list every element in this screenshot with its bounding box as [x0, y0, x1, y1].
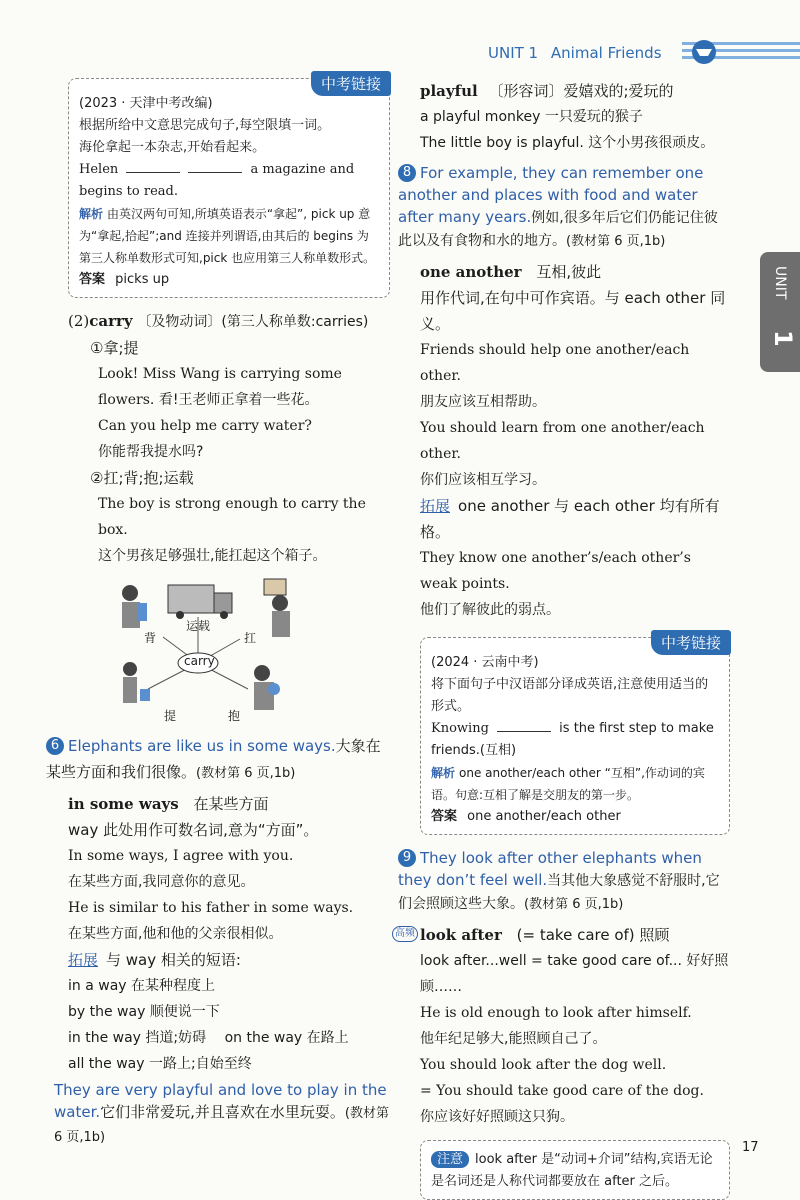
- item-8: [398, 162, 730, 623]
- exam-link-tag-2: 中考链接: [651, 630, 731, 655]
- item8-ex1-cn: 朋友应该互相帮助。: [420, 394, 546, 410]
- carry-illustration: [68, 577, 390, 727]
- person-carrying-bucket-icon: [123, 662, 150, 703]
- item9-ex2-en: You should look after the dog well.: [420, 1057, 667, 1073]
- item6-expand: 拓展 与 way 相关的短语:: [68, 951, 241, 969]
- item8-ex2-cn: 你们应该相互学习。: [420, 472, 546, 488]
- item8-sentence: 8 For example, they can remember one another and places with food and water after many years.例如,很多年后它们仍能记住彼此以及有食物和水的地方。(教材第 6 页,1b): [398, 164, 718, 249]
- exam-answer: 答案 picks up: [79, 272, 170, 287]
- illus-label-yunzai: 运载: [186, 619, 211, 633]
- page-header: [420, 0, 800, 70]
- exam-question-line2: begins to read.: [79, 184, 178, 199]
- blank-2: [188, 160, 242, 173]
- right-column: [395, 78, 730, 1200]
- item6-ex2-en: He is similar to his father in some ways.: [68, 900, 354, 916]
- carry-headword: (2)carry 〔及物动词〕(第三人称单数:carries): [68, 312, 369, 330]
- item6-sentence: 6 Elephants are like us in some ways.大象在某些方面和我们很像。(教材第 6 页,1b): [46, 737, 381, 781]
- carry-ex1: Look! Miss Wang is carrying some flowers. 看!王老师正拿着一些花。: [98, 366, 342, 408]
- item-6: [46, 733, 390, 1077]
- item7-sentence: They are very playful and love to play in the water.它们非常爱玩,并且喜欢在水里玩耍。(教材第 6 页,1b): [54, 1081, 389, 1145]
- exam2-answer: 答案 one another/each other: [431, 809, 621, 824]
- item8-ex3-en: They know one another’s/each other’s weak points.: [420, 550, 691, 592]
- item6-phrase: in some ways 在某些方面: [68, 795, 269, 813]
- item6-phrase-1: in a way 在某种程度上: [68, 978, 216, 994]
- item6-phrase-2: by the way 顺便说一下: [68, 1004, 220, 1020]
- globe-stripes-icon: [682, 40, 800, 66]
- playful-headword: playful 〔形容词〕爱嬉戏的;爱玩的: [420, 82, 674, 100]
- notice-box: [420, 1140, 730, 1200]
- unit-side-tab: [760, 252, 800, 372]
- carry-sense-1: ①拿;提: [90, 339, 139, 357]
- playful-ex2: The little boy is playful. 这个小男孩很顽皮。: [420, 135, 715, 151]
- item-9: [395, 847, 730, 1130]
- item8-ex3-cn: 他们了解彼此的弱点。: [420, 602, 560, 618]
- item-7: [54, 1079, 390, 1149]
- carry-ex3-en: The boy is strong enough to carry the box.: [98, 496, 366, 538]
- carry-ex3-cn: 这个男孩足够强壮,能扛起这个箱子。: [98, 548, 327, 564]
- notice-text: 注意 look after 是“动词+介词”结构,宾语无论是名词还是人称代词都要放在 after 之后。: [431, 1152, 713, 1189]
- carry-sense-2: ②扛;背;抱;运载: [90, 469, 194, 487]
- item6-ex1-en: In some ways, I agree with you.: [68, 848, 294, 864]
- exam2-instruction: 将下面句子中汉语部分译成英语,注意使用适当的形式。: [431, 677, 709, 714]
- item9-ex1-cn: 他年纪足够大,能照顾自己了。: [420, 1031, 607, 1047]
- item6-phrase-4: all the way 一路上;自始至终: [68, 1056, 252, 1072]
- carry-ex2-cn: 你能帮我提水吗?: [98, 444, 204, 460]
- exam-instruction: 根据所给中文意思完成句子,每空限填一词。: [79, 118, 331, 133]
- playful-ex1: a playful monkey 一只爱玩的猴子: [420, 109, 643, 125]
- high-frequency-badge: 高频: [392, 926, 418, 942]
- item9-phrase: 高频 look after (= take care of) 照顾: [420, 922, 730, 948]
- item9-ex2-alt: = You should take good care of the dog.: [420, 1083, 704, 1099]
- exam2-analysis: 解析 one another/each other “互相”,作动词的宾语。句意:互相了解是交朋友的第一步。: [431, 766, 705, 802]
- illus-label-ti: 提: [164, 709, 177, 723]
- exam-link-box-2023: [68, 75, 390, 298]
- carry-ex2-en: Can you help me carry water?: [98, 418, 312, 434]
- item9-note: look after...well = take good care of... 好好照顾……: [420, 953, 729, 995]
- exam-analysis: 解析 由英汉两句可知,所填英语表示“拿起”, pick up 意为“拿起,拾起”;and 连接并列谓语,由其后的 begins 为第三人称单数形式可知,pick 也应用第三人称单数形式。: [79, 207, 376, 265]
- illus-label-bao: 抱: [228, 709, 241, 723]
- item8-note: 用作代词,在句中可作宾语。与 each other 同义。: [420, 289, 726, 333]
- exam-link-box-2024: [420, 634, 730, 835]
- exam-question: Helen a magazine and: [79, 162, 355, 177]
- item8-phrase: one another 互相,彼此: [420, 263, 602, 281]
- left-column: [46, 75, 390, 1149]
- item8-expand: 拓展 one another 与 each other 均有所有格。: [420, 497, 720, 541]
- person-backpack-icon: [122, 585, 147, 628]
- unit-tab-number: 1: [769, 330, 797, 347]
- blank-1: [126, 160, 180, 173]
- item6-note: way 此处用作可数名词,意为“方面”。: [68, 821, 319, 839]
- illus-label-bei: 背: [144, 631, 157, 645]
- exam-source: (2023 · 天津中考改编): [79, 96, 213, 111]
- unit-tab-label: UNIT: [772, 266, 788, 300]
- header-stripes: [682, 40, 800, 66]
- exam2-question: Knowing is the first step to make friends.(互相): [431, 721, 714, 758]
- unit-label: UNIT 1: [488, 44, 539, 62]
- illus-center: carry: [184, 654, 215, 668]
- item6-ex1-cn: 在某些方面,我同意你的意见。: [68, 874, 255, 890]
- exam2-source: (2024 · 云南中考): [431, 655, 539, 670]
- page-number: 17: [742, 1140, 759, 1155]
- item8-ex1-en: Friends should help one another/each other.: [420, 342, 690, 384]
- item8-ex2-en: You should learn from one another/each other.: [420, 420, 705, 462]
- woman-holding-child-icon: [254, 665, 280, 710]
- exam-chinese: 海伦拿起一本杂志,开始看起来。: [79, 140, 266, 155]
- carry-illustration-svg: [68, 577, 390, 727]
- unit-title: Animal Friends: [550, 44, 662, 62]
- exam-link-tag: 中考链接: [311, 71, 391, 96]
- item6-ex2-cn: 在某些方面,他和他的父亲很相似。: [68, 926, 283, 942]
- item9-ex2-cn: 你应该好好照顾这只狗。: [420, 1109, 574, 1125]
- blank-3: [497, 719, 551, 732]
- illus-label-kang: 扛: [244, 631, 257, 645]
- item9-sentence: 9 They look after other elephants when they don’t feel well.当其他大象感觉不舒服时,它们会照顾这些大象。(教材第 6 页,1b): [398, 849, 720, 912]
- truck-icon: [168, 585, 232, 619]
- carry-entry: [68, 308, 390, 569]
- person-shoulder-box-icon: [264, 579, 290, 637]
- item9-ex1-en: He is old enough to look after himself.: [420, 1005, 692, 1021]
- item6-phrase-3: in the way 挡道;妨碍 on the way 在路上: [68, 1030, 349, 1046]
- playful-entry: [420, 78, 730, 156]
- notice-label: 注意: [431, 1151, 469, 1168]
